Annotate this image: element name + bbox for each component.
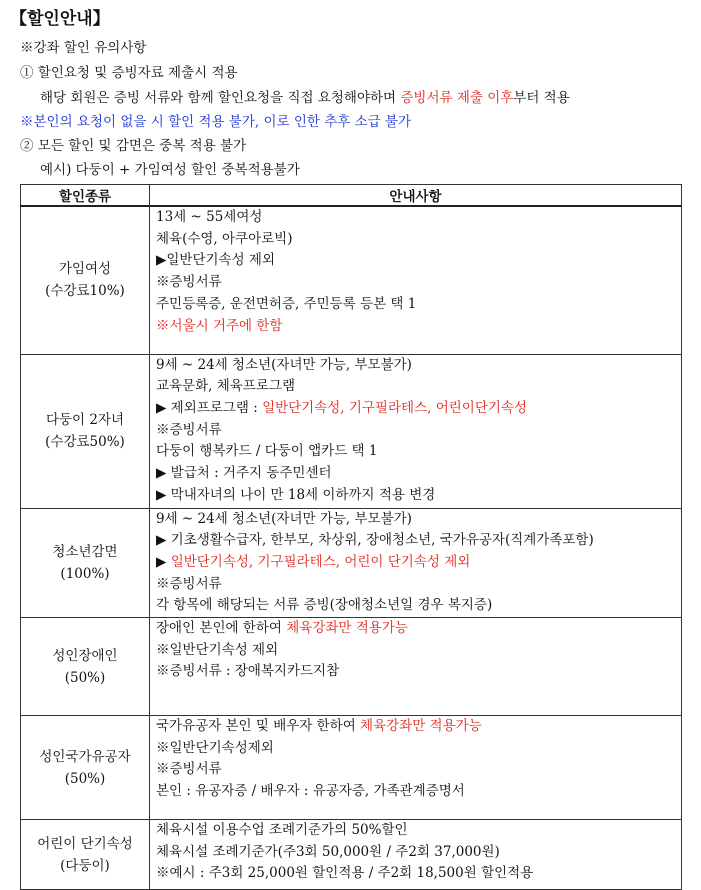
note-blue-warning: ※본인의 요청이 없을 시 할인 적용 불가, 이로 인한 추후 소급 불가 — [20, 114, 412, 130]
detail-line — [156, 509, 675, 531]
note-item-2-example: 예시) 다둥이 + 가임여성 할인 중복적용불가 — [40, 162, 300, 178]
detail-line — [156, 463, 675, 485]
detail-text: 9세 ~ 24세 청소년(자녀만 가능, 부모불가) — [156, 510, 412, 527]
detail-line — [156, 420, 675, 442]
detail-line — [156, 355, 675, 377]
table-row — [21, 820, 682, 890]
detail-text: 장애인 본인에 한하여 — [156, 620, 287, 637]
detail-text: 주민등록증, 운전면허증, 주민등록 등본 택 1 — [156, 295, 417, 312]
detail-line — [156, 294, 675, 316]
detail-text: 체육시설 조례기준가(주3회 50,000원 / 주2회 37,000원) — [156, 843, 500, 860]
detail-text: 다둥이 행복카드 / 다둥이 앱카드 택 1 — [156, 443, 378, 460]
detail-line — [156, 272, 675, 294]
note-item-1-detail-text: 해당 회원은 증빙 서류와 함께 할인요청을 직접 요청해야하며 — [40, 90, 401, 106]
table-header-row — [21, 185, 682, 207]
table-row — [21, 716, 682, 820]
detail-highlight: 체육강좌만 적용가능 — [360, 718, 482, 735]
detail-text: ※증빙서류 — [156, 421, 222, 438]
detail-text: ▶ 막내자녀의 나이 만 18세 이하까지 적용 변경 — [156, 486, 436, 503]
detail-line — [156, 820, 675, 842]
detail-text: ※증빙서류 — [156, 274, 222, 291]
table-row — [21, 508, 682, 618]
detail-text: ▶ — [156, 553, 171, 570]
notes-heading: ※강좌 할인 유의사항 — [20, 40, 147, 56]
details-cell — [150, 618, 682, 716]
page-title: 【할인안내】 — [10, 9, 110, 29]
detail-text: 13세 ~ 55세여성 — [156, 209, 263, 225]
detail-line — [156, 229, 675, 251]
detail-line — [156, 595, 675, 617]
detail-text: ※서울시 거주에 한함 — [156, 317, 283, 334]
detail-text: 본인 : 유공자증 / 배우자 : 유공자증, 가족관계증명서 — [156, 783, 465, 800]
detail-line — [156, 842, 675, 864]
detail-text: 교육문화, 체육프로그램 — [156, 378, 295, 395]
detail-line — [156, 207, 675, 229]
detail-line — [156, 781, 675, 803]
discount-type-name: 성인장애인 — [52, 647, 118, 664]
detail-text: ※증빙서류 : 장애복지카드지참 — [156, 663, 340, 680]
discount-rate: (다둥이) — [60, 857, 110, 874]
detail-line — [156, 485, 675, 507]
detail-highlight: 일반단기속성, 기구필라테스, 어린이단기속성 — [262, 399, 528, 416]
discount-type-name: 어린이 단기속성 — [37, 835, 133, 852]
discount-type-cell — [21, 716, 150, 820]
detail-line — [156, 716, 675, 738]
note-item-1: ① 할인요청 및 증빙자료 제출시 적용 — [20, 65, 238, 81]
discount-type-cell — [21, 618, 150, 716]
note-item-2: ② 모든 할인 및 감면은 중복 적용 불가 — [20, 138, 247, 154]
detail-text: ▶일반단기속성 제외 — [156, 252, 276, 269]
discount-type-cell — [21, 820, 150, 890]
details-cell — [150, 206, 682, 354]
detail-line — [156, 640, 675, 662]
detail-line — [156, 376, 675, 398]
discount-type-cell — [21, 508, 150, 618]
detail-text: ※증빙서류 — [156, 575, 222, 592]
detail-text: ※증빙서류 — [156, 761, 222, 778]
note-item-1-detail — [40, 86, 570, 106]
discount-rate: (50%) — [64, 669, 106, 686]
detail-text: ▶ 제외프로그램 : — [156, 399, 263, 416]
detail-line — [156, 441, 675, 463]
header-details: 안내사항 — [150, 185, 682, 207]
detail-text: ▶ 기초생활수급자, 한부모, 차상위, 장애청소년, 국가유공자(직계가족포함) — [156, 532, 594, 549]
discount-type-name: 가임여성 — [58, 261, 112, 278]
note-item-1-detail-end: 부터 적용 — [513, 90, 570, 106]
table-row — [21, 618, 682, 716]
detail-line — [156, 316, 675, 338]
detail-line — [156, 738, 675, 760]
discount-rate: (100%) — [60, 565, 110, 582]
detail-text: 국가유공자 본인 및 배우자 한하여 — [156, 718, 361, 735]
detail-line — [156, 863, 675, 885]
detail-line — [156, 552, 675, 574]
discount-type-cell — [21, 354, 150, 508]
detail-text: ※일반단기속성 제외 — [156, 641, 279, 658]
detail-text: ※일반단기속성제외 — [156, 739, 274, 756]
header-discount-type: 할인종류 — [21, 185, 150, 207]
details-cell — [150, 354, 682, 508]
details-cell — [150, 820, 682, 890]
discount-table — [20, 184, 682, 890]
discount-rate: (수강료50%) — [45, 434, 125, 450]
detail-text: ※예시 : 주3회 25,000원 할인적용 / 주2회 18,500원 할인적용 — [156, 865, 534, 882]
discount-type-name: 청소년감면 — [52, 543, 118, 560]
details-cell — [150, 716, 682, 820]
details-cell — [150, 508, 682, 618]
detail-text: 체육시설 이용수업 조례기준가의 50%할인 — [156, 822, 408, 839]
discount-type-name: 다둥이 2자녀 — [45, 412, 125, 428]
discount-rate: (수강료10%) — [45, 283, 125, 300]
detail-text: 9세 ~ 24세 청소년(자녀만 가능, 부모불가) — [156, 356, 412, 373]
detail-text: ▶ 발급처 : 거주지 동주민센터 — [156, 465, 332, 482]
detail-line — [156, 398, 675, 420]
detail-line — [156, 618, 675, 640]
discount-type-cell — [21, 206, 150, 354]
detail-line — [156, 661, 675, 683]
discount-rate: (50%) — [64, 770, 106, 787]
table-row — [21, 206, 682, 354]
table-row — [21, 354, 682, 508]
detail-text: 체육(수영, 아쿠아로빅) — [156, 230, 293, 247]
detail-highlight: 체육강좌만 적용가능 — [286, 620, 408, 637]
detail-line — [156, 574, 675, 596]
detail-highlight: 일반단기속성, 기구필라테스, 어린이 단기속성 제외 — [170, 553, 471, 570]
note-item-1-highlight: 증빙서류 제출 이후 — [400, 90, 514, 106]
detail-line — [156, 250, 675, 272]
discount-type-name: 성인국가유공자 — [39, 748, 131, 765]
detail-line — [156, 530, 675, 552]
detail-line — [156, 759, 675, 781]
detail-text: 각 항목에 해당되는 서류 증빙(장애청소년일 경우 복지증) — [156, 597, 493, 614]
